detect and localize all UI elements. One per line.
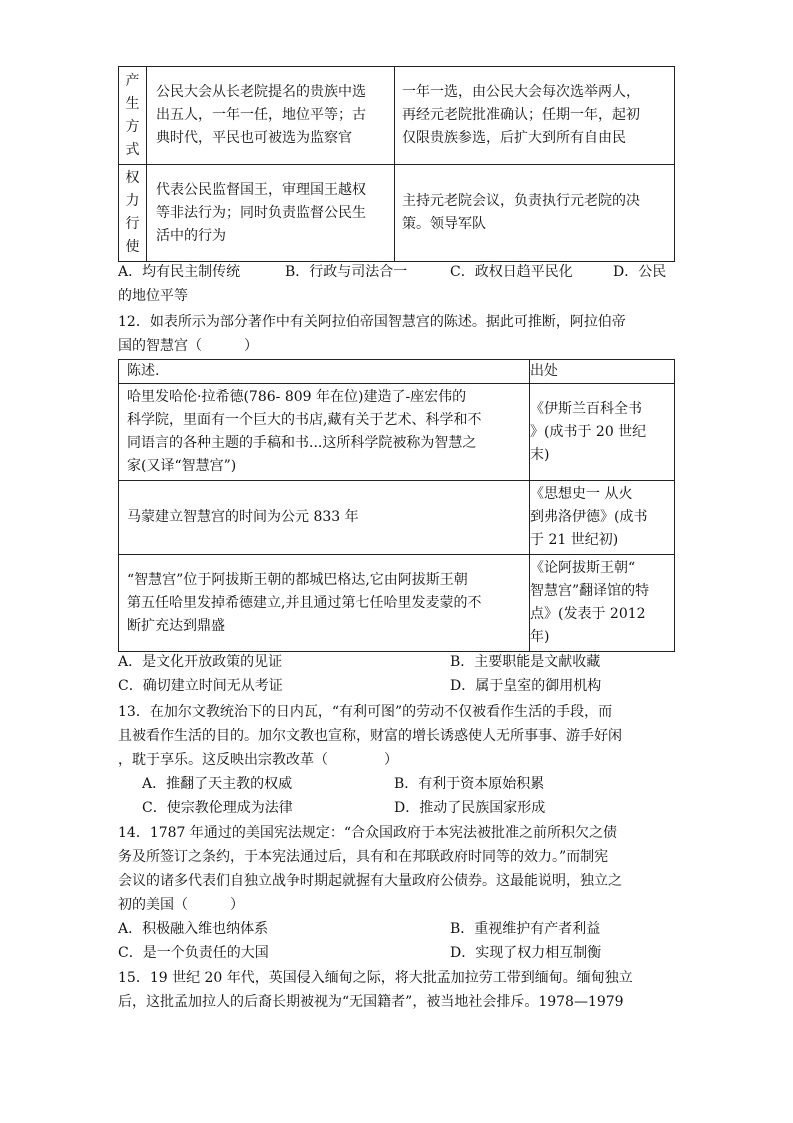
table-cell: 一年一选，由公民大会每次选举两人， 再经元老院批准确认；任期一年，起初 仅限贵族参选，后扩大到所有自由民 xyxy=(395,67,675,165)
option-c[interactable]: C．是一个负责任的大国 xyxy=(118,945,269,961)
option-b[interactable]: B．行政与司法合一 xyxy=(285,264,408,280)
option-b[interactable]: B．重视维护有产者利益 xyxy=(450,921,601,937)
table-cell: 主持元老院会议，负责执行元老院的决 策。领导军队 xyxy=(395,165,675,262)
option-a[interactable]: A．积极融入维也纳体系 xyxy=(118,921,269,937)
option-a[interactable]: A．均有民主制传统 xyxy=(118,264,241,280)
table-cell: 公民大会从长老院提名的贵族中选 出五人，一年一任，地位平等；古 典时代，平民也可被选为监察官 xyxy=(147,67,395,165)
option-c[interactable]: C．使宗教伦理成为法律 xyxy=(142,800,293,816)
option-a[interactable]: A．推翻了天主教的权威 xyxy=(142,776,293,792)
option-d-continuation: 的地位平等 xyxy=(118,288,188,304)
question-14-stem: 初的美国（ ） xyxy=(118,897,244,913)
source-cell: 《思想史一 从火 到弗洛伊德》(成书 于 21 世纪初) xyxy=(530,481,675,555)
statement-cell: 哈里发哈伦·拉希德(786- 809 年在位)建造了-座宏伟的 科学院，里面有一个巨大的书店,藏有关于艺术、科学和不 同语言的各种主题的手稿和书...这所科学院被称为智慧之 家(又译“智慧宫”) xyxy=(119,384,530,481)
question-14-stem: 会议的诸多代表们自独立战争时期起就握有大量政府公债券。这最能说明，独立之 xyxy=(118,873,622,889)
wisdom-house-table xyxy=(118,359,675,652)
row-label: 产 生 方 式 xyxy=(119,67,147,165)
question-12-stem: 国的智慧宫（ ） xyxy=(118,338,258,354)
option-d[interactable]: D．实现了权力相互制衡 xyxy=(450,945,602,961)
table-row xyxy=(119,165,675,262)
question-14-stem: 14．1787 年通过的美国宪法规定：“合众国政府于本宪法被批准之前所积欠之债 xyxy=(118,825,618,841)
table-header xyxy=(119,360,675,384)
question-15-stem: 15．19 世纪 20 年代，英国侵入缅甸之际，将大批孟加拉劳工带到缅甸。缅甸独立 xyxy=(118,970,633,986)
table-row xyxy=(119,67,675,165)
statement-cell: 马蒙建立智慧宫的时间为公元 833 年 xyxy=(119,481,530,555)
option-d[interactable]: D．推动了民族国家形成 xyxy=(394,800,546,816)
row-label: 权 力 行 使 xyxy=(119,165,147,262)
table-cell: 代表公民监督国王，审理国王越权 等非法行为；同时负责监督公民生 活中的行为 xyxy=(147,165,395,262)
option-b[interactable]: B．有利于资本原始积累 xyxy=(394,776,545,792)
table-row xyxy=(119,555,675,652)
question-13-stem: 13．在加尔文教统治下的日内瓦，“有利可图”的劳动不仅被看作生活的手段，而 xyxy=(118,704,613,720)
option-b[interactable]: B．主要职能是文献收藏 xyxy=(450,654,601,670)
table-row xyxy=(119,481,675,555)
table-row xyxy=(119,384,675,481)
question-13-stem: 且被看作生活的目的。加尔文教也宣称，财富的增长诱惑使人无所事事、游手好闲 xyxy=(118,728,622,744)
option-d[interactable]: D．公民 xyxy=(613,264,667,280)
question-15-stem: 后，这批孟加拉人的后裔长期被视为“无国籍者”，被当地社会排斥。1978—1979 xyxy=(118,994,624,1010)
statement-cell: “智慧宫”位于阿拔斯王朝的都城巴格达,它由阿拔斯王朝 第五任哈里发掉希德建立,并且通过第七任哈里发麦蒙的不 断扩充达到鼎盛 xyxy=(119,555,530,652)
question-13-stem: ，耽于享乐。这反映出宗教改革（ ） xyxy=(118,752,398,768)
option-c[interactable]: C．政权日趋平民化 xyxy=(450,264,573,280)
header-source: 出处 xyxy=(530,360,675,384)
source-cell: 《伊斯兰百科全书 》(成书于 20 世纪 末) xyxy=(530,384,675,481)
question-12-stem: 12．如表所示为部分著作中有关阿拉伯帝国智慧宫的陈述。据此可推断，阿拉伯帝 xyxy=(118,314,626,330)
question-14-stem: 务及所签订之条约，于本宪法通过后，具有和在邦联政府时同等的效力。”而制宪 xyxy=(118,849,609,865)
option-d[interactable]: D．属于皇室的御用机构 xyxy=(450,678,602,694)
option-a[interactable]: A．是文化开放政策的见证 xyxy=(118,654,283,670)
header-statement: 陈述. xyxy=(119,360,530,384)
option-c[interactable]: C．确切建立时间无从考证 xyxy=(118,678,283,694)
comparison-table xyxy=(118,66,675,262)
source-cell: 《论阿拔斯王朝“ 智慧宫”翻译馆的特 点》(发表于 2012 年) xyxy=(530,555,675,652)
